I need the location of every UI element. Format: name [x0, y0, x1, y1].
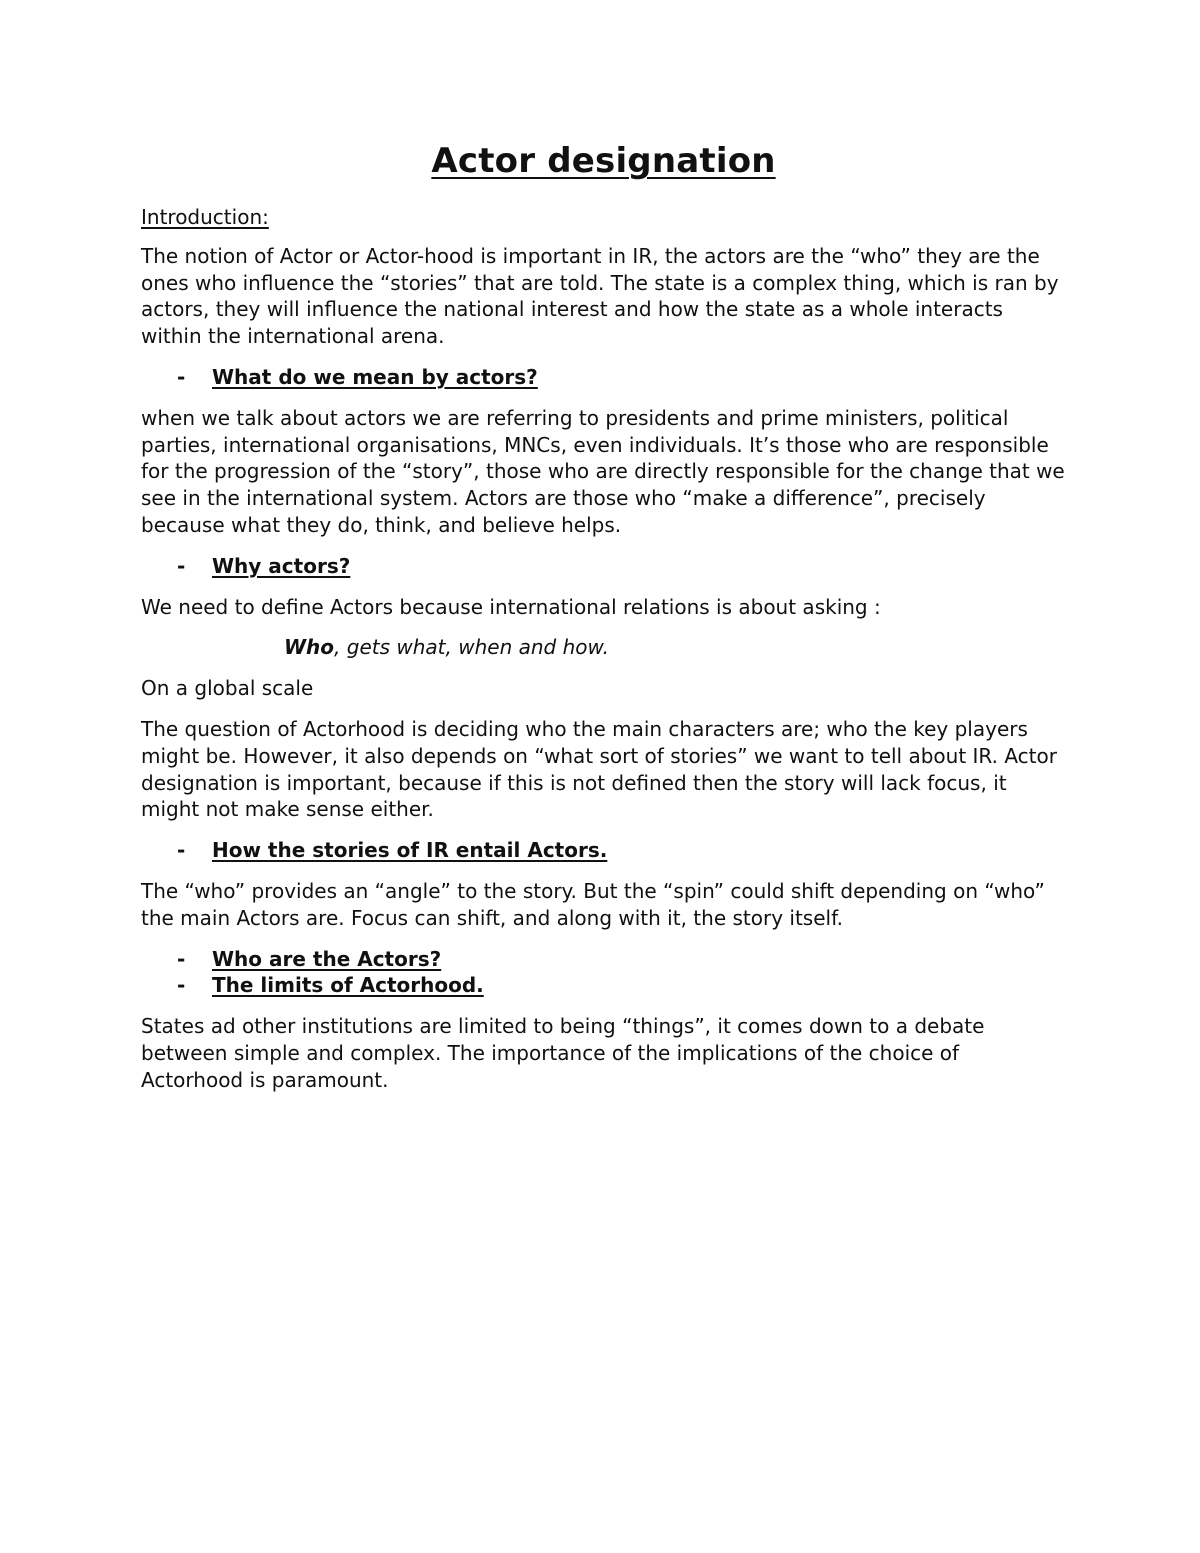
- section-heading-label: How the stories of IR entail Actors.: [212, 838, 608, 863]
- quote-rest: , gets what, when and how.: [334, 635, 609, 660]
- section-heading: [141, 364, 1066, 391]
- bullet-dash: -: [177, 838, 186, 863]
- section-paragraph: when we talk about actors we are referring to presidents and prime ministers, political parties, international organisations, MNCs, even individuals. It’s those who are responsible for the progression of the “story”, those who are directly responsible for the change that we see in the international system. Actors are those who “make a difference”, precisely because what they do, think, and believe helps.: [141, 405, 1065, 537]
- bullet-dash: -: [177, 946, 186, 971]
- section-paragraph: On a global scale: [141, 676, 314, 701]
- section-heading: [141, 946, 1066, 973]
- key-question-quote: [284, 634, 1066, 661]
- section-heading: [141, 553, 1066, 580]
- section-heading-label: Who are the Actors?: [212, 946, 442, 971]
- section-heading-label: What do we mean by actors?: [212, 364, 538, 389]
- quote-emphasis: Who: [284, 635, 335, 660]
- section-heading-label: The limits of Actorhood.: [212, 973, 484, 998]
- bullet-dash: -: [177, 553, 186, 578]
- bullet-dash: -: [177, 973, 186, 998]
- section-heading: [141, 837, 1066, 864]
- section-paragraph: We need to define Actors because international relations is about asking :: [141, 594, 881, 619]
- bullet-dash: -: [177, 364, 186, 389]
- section-heading: [141, 972, 1066, 999]
- intro-label: Introduction:: [141, 205, 269, 229]
- document-title: Actor designation: [431, 141, 776, 181]
- section-paragraph: The question of Actorhood is deciding who the main characters are; who the key players might be. However, it also depends on “what sort of stories” we want to tell about IR. Actor designation is important, because if this is not defined then the story will lack focus, it might not make sense either.: [141, 716, 1057, 822]
- section-paragraph: States ad other institutions are limited to being “things”, it comes down to a debate between simple and complex. The importance of the implications of the choice of Actorhood is paramount.: [141, 1014, 985, 1092]
- section-paragraph: The “who” provides an “angle” to the story. But the “spin” could shift depending on “who” the main Actors are. Focus can shift, and along with it, the story itself.: [141, 878, 1045, 930]
- intro-paragraph: The notion of Actor or Actor-hood is important in IR, the actors are the “who” they are the ones who influence the “stories” that are told. The state is a complex thing, which is ran by actors, they will influence the national interest and how the state as a whole interacts within the international arena.: [141, 243, 1059, 349]
- section-heading-label: Why actors?: [212, 553, 351, 578]
- document-body: [141, 140, 1066, 1108]
